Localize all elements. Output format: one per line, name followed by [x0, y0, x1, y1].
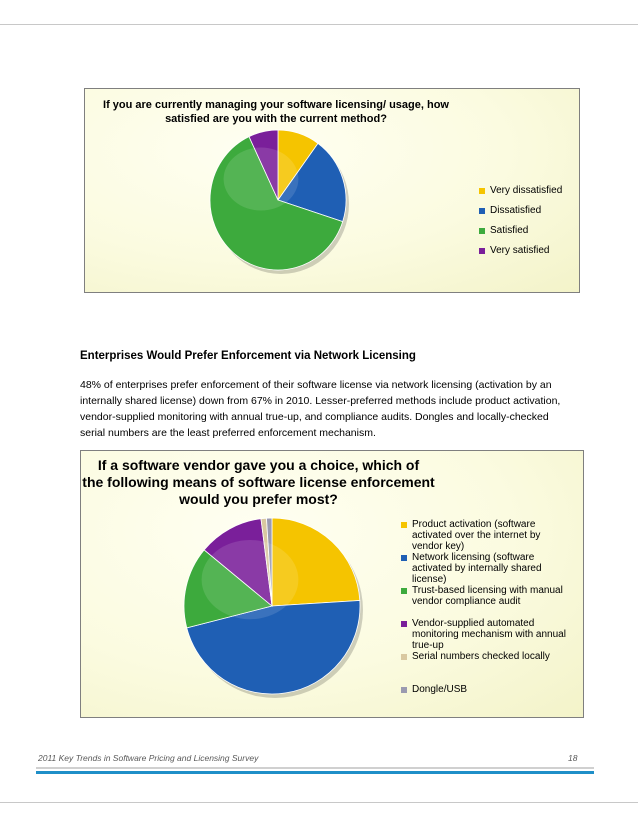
- footer-title: 2011 Key Trends in Software Pricing and Licensing Survey: [38, 753, 259, 763]
- chart2-legend-item-2: [401, 552, 542, 585]
- chart2-legend-item-4: [401, 618, 566, 651]
- bottom-rule: [0, 802, 638, 803]
- chart1-legend-swatch: [479, 228, 485, 234]
- chart1-legend-item-1: [479, 185, 562, 196]
- chart1-legend-swatch: [479, 248, 485, 254]
- chart2-legend-item-3: [401, 585, 563, 607]
- chart1-legend-label: Very satisfied: [490, 245, 550, 256]
- top-rule: [0, 24, 638, 25]
- chart1-legend-swatch: [479, 188, 485, 194]
- chart2-title: If a software vendor gave you a choice, which of the following means of software license enforcement would you prefer most?: [82, 457, 435, 507]
- section-paragraph: 48% of enterprises prefer enforcement of their software license via network licensing (activation by an internally shared license) down from 67% in 2010. Lesser-preferred methods include product activation, vendor-supplied monitoring with annual true-up, and compliance audits. Dongles and locally-checked serial numbers are the least preferred enforcement mechanism.: [80, 379, 561, 439]
- chart1-legend-item-3: [479, 225, 528, 236]
- chart1-legend-label: Very dissatisfied: [490, 185, 563, 196]
- chart2-legend-label: Dongle/USB: [412, 684, 468, 695]
- chart1-legend-swatch: [479, 208, 485, 214]
- chart2-legend-item-1: [401, 519, 540, 552]
- chart2-legend-swatch: [401, 621, 407, 627]
- chart2-legend-swatch: [401, 588, 407, 594]
- chart1-legend: [479, 185, 575, 265]
- chart2-legend-swatch: [401, 654, 407, 660]
- chart2-legend-item-5: [401, 651, 550, 662]
- footer-rule-gray: [36, 767, 594, 769]
- chart1-highlight: [224, 148, 299, 211]
- chart2-legend: [401, 519, 581, 699]
- chart2-legend-label: Serial numbers checked locally: [412, 651, 550, 662]
- footer-rule-blue: [36, 771, 594, 774]
- chart1-legend-item-4: [479, 245, 549, 256]
- chart2-legend-label: Vendor-supplied automated monitoring mechanism with annual true-up: [412, 618, 566, 651]
- chart2-highlight: [202, 540, 299, 619]
- chart2-legend-label: Network licensing (software activated by internally shared license): [412, 552, 542, 585]
- chart2-legend-label: Product activation (software activated over the internet by vendor key): [412, 519, 541, 552]
- chart2-legend-swatch: [401, 687, 407, 693]
- chart1-legend-label: Satisfied: [490, 225, 529, 236]
- chart1-frame: [84, 88, 580, 293]
- chart1-legend-label: Dissatisfied: [490, 205, 542, 216]
- chart1-legend-item-2: [479, 205, 541, 216]
- section-heading: Enterprises Would Prefer Enforcement via Network Licensing: [80, 350, 416, 362]
- chart2-legend-swatch: [401, 522, 407, 528]
- chart2-legend-item-6: [401, 684, 467, 695]
- chart2-frame: [80, 450, 584, 718]
- chart1-title: If you are currently managing your software licensing/ usage, how satisfied are you with the current method?: [103, 99, 449, 125]
- chart2-legend-label: Trust-based licensing with manual vendor compliance audit: [412, 585, 563, 607]
- chart2-legend-swatch: [401, 555, 407, 561]
- page-number: 18: [568, 753, 578, 763]
